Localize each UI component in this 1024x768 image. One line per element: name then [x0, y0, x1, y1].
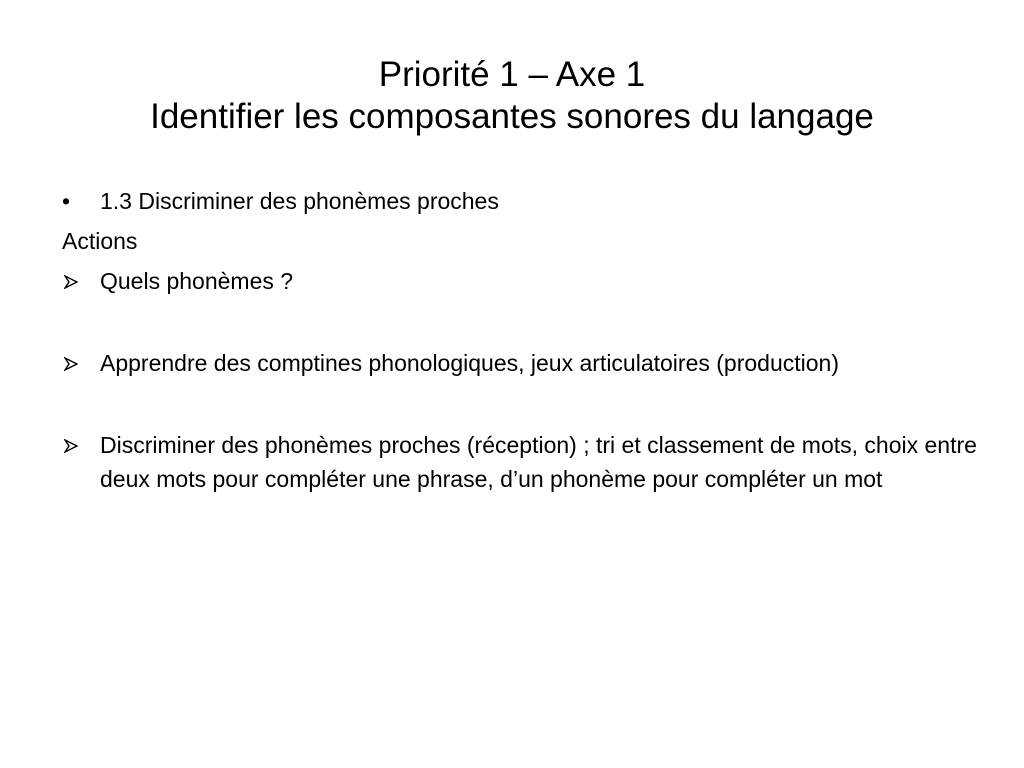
slide-title	[0, 54, 1024, 138]
arrow-item-2	[62, 346, 982, 380]
arrowhead-bullet-icon	[64, 357, 78, 371]
arrowhead-bullet-icon	[64, 275, 78, 289]
title-line-2: Identifier les composantes sonores du langage	[150, 97, 874, 136]
arrow-item-3-text: Discriminer des phonèmes proches (réception) ; tri et classement de mots, choix entre deux mots pour compléter une phrase, d’un phonème pour compléter un mot	[100, 432, 977, 492]
arrow-item-1	[62, 264, 982, 298]
spacer	[62, 380, 982, 428]
bullet-dot: •	[62, 188, 71, 214]
section-label: Actions	[62, 228, 138, 254]
arrow-item-2-text: Apprendre des comptines phonologiques, jeux articulatoires (production)	[100, 350, 839, 376]
arrow-item-1-text: Quels phonèmes ?	[100, 268, 294, 294]
spacer	[62, 298, 982, 346]
title-line-1: Priorité 1 – Axe 1	[378, 55, 646, 94]
arrowhead-bullet-icon	[64, 439, 78, 453]
arrow-item-3	[62, 428, 982, 496]
slide-body	[62, 184, 982, 496]
bullet-item-text: 1.3 Discriminer des phonèmes proches	[100, 188, 499, 214]
bullet-item	[62, 184, 982, 218]
